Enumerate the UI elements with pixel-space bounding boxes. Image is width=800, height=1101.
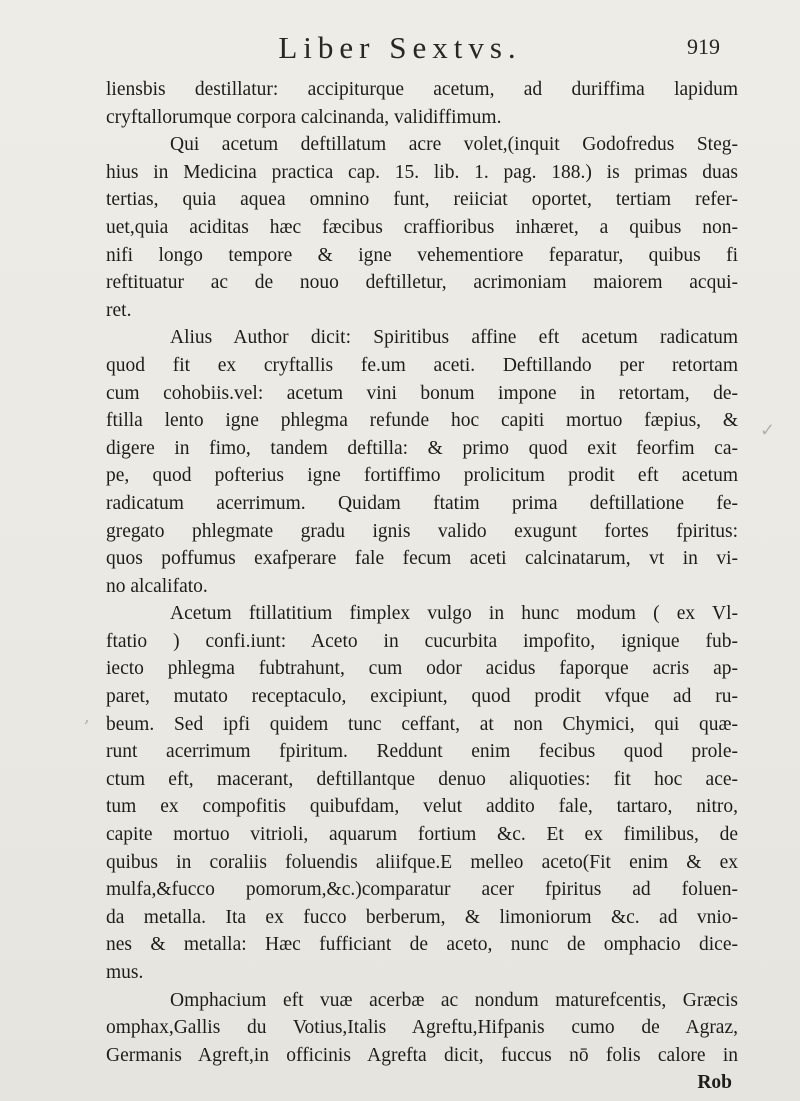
margin-dot-mark: , [84,706,90,727]
text-line: radicatum acerrimum. Quidam ftatim prima deftillatione fe- [106,492,738,514]
text-line: mus. [106,962,144,983]
text-line: quos poffumus exafperare fale fecum aceti calcinatarum, vt in vi- [106,548,738,570]
text-line: gregato phlegmate gradu ignis valido exugunt fortes fpiritus: [106,520,738,542]
text-line: paret, mutato receptaculo, excipiunt, quod prodit vfque ad ru- [106,686,738,708]
text-line: iecto phlegma fubtrahunt, cum odor acidus faporque acris ap- [106,658,738,680]
page-header [110,30,720,70]
text-line: tum ex compofitis quibufdam, velut addito fale, tartaro, nitro, [106,796,738,818]
text-line: beum. Sed ipfi quidem tunc ceffant, at non Chymici, qui quæ- [106,713,738,735]
text-line: pe, quod pofterius igne fortiffimo prolicitum prodit eft acetum [106,465,738,487]
catchword: Rob [697,1072,732,1094]
text-line: quod fit ex cryftallis fe.um aceti. Deftillando per retortam [106,354,738,376]
text-line: nes & metalla: Hæc fufficiant de aceto, nunc de omphacio dice- [106,934,738,956]
margin-tick-mark: ✓ [760,420,776,441]
text-line: runt acerrimum fpiritum. Reddunt enim fecibus quod prole- [106,741,738,763]
text-line: ctum eft, macerant, deftillantque denuo aliquoties: fit hoc ace- [106,768,738,790]
text-line: Germanis Agreft,in officinis Agrefta dicit, fuccus nō folis calore in [106,1044,738,1066]
text-line: Qui acetum deftillatum acre volet,(inquit Godofredus Steg- [170,134,738,156]
text-line: mulfa,&fucco pomorum,&c.)comparatur acer fpiritus ad foluen- [106,879,738,901]
page-number: 919 [687,34,720,59]
text-line: nifi longo tempore & igne vehementiore feparatur, quibus fi [106,244,738,266]
text-line: capite mortuo vitrioli, aquarum fortium &c. Et ex fimilibus, de [106,824,738,846]
text-line: Alius Author dicit: Spiritibus affine eft acetum radicatum [170,327,738,349]
text-line: ret. [106,299,132,321]
text-line: omphax,Gallis du Votius,Italis Agreftu,Hifpanis cumo de Agraz, [106,1017,738,1039]
text-line: ftilla lento igne phlegma refunde hoc capiti mortuo fæpius, & [106,410,738,432]
running-title: Liber Sextvs. [278,30,522,65]
text-line: da metalla. Ita ex fucco berberum, & limoniorum &c. ad vnio- [106,906,738,928]
text-line: digere in fimo, tandem deftilla: & primo quod exit feorfim ca- [106,437,738,459]
text-line: cryftallorumque corpora calcinanda, validiffimum. [106,106,502,128]
text-line: quibus in coraliis foluendis aliifque.E melleo aceto(Fit enim & ex [106,851,738,873]
text-line: Omphacium eft vuæ acerbæ ac nondum maturefcentis, Græcis [170,989,738,1011]
text-line: ftatio ) confi.iunt: Aceto in cucurbita impofito, igniquе fub- [106,630,738,652]
text-line: uet,quia aciditas hæc fæcibus craffioribus inhæret, a quibus non- [106,216,738,238]
text-line: Acetum ftillatitium fimplex vulgo in hunc modum ( ex Vl- [170,603,738,625]
text-line: reftituatur ac de nouo deftilletur, acrimoniam maiorem acqui- [106,272,738,294]
text-line: tertias, quia aquea omnino funt, reiiciat oportet, tertiam refer- [106,189,738,211]
text-line: no alcalifato. [106,575,208,597]
body-text [106,76,738,1097]
text-line: hius in Medicina practica cap. 15. lib. 1. pag. 188.) is primas duas [106,161,738,183]
text-line: cum cohobiis.vel: acetum vini bonum impone in retortam, de- [106,382,738,404]
text-line: liensbis destillatur: accipiturque acetum, ad duriffima lapidum [106,79,738,100]
